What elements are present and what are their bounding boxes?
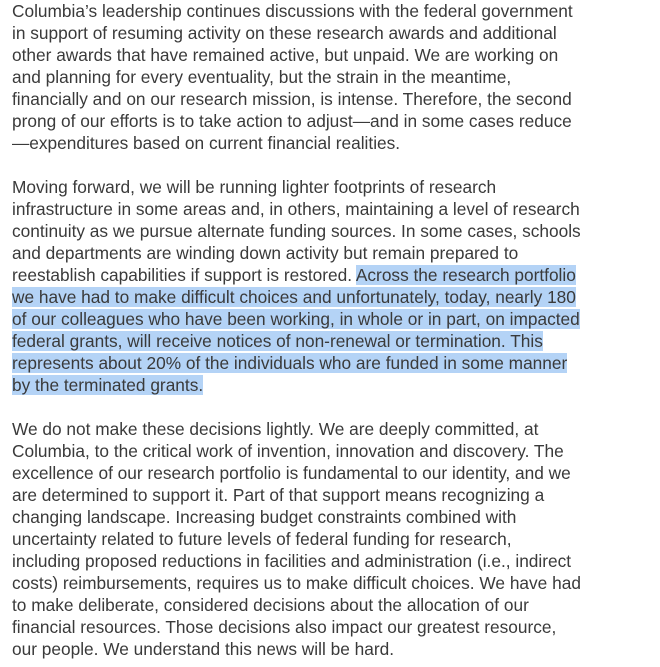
paragraph-spacer — [12, 396, 652, 418]
text-line: Columbia’s leadership continues discussions with the federal government — [12, 1, 573, 21]
text-line: prong of our efforts is to take action to adjust—and in some cases reduce — [12, 111, 572, 131]
text-line: infrastructure in some areas and, in others, maintaining a level of research — [12, 199, 580, 219]
text-line: Columbia, to the critical work of invention, innovation and discovery. The — [12, 441, 564, 461]
document-body — [12, 0, 652, 660]
text-line: financially and on our research mission, is intense. Therefore, the second — [12, 89, 572, 109]
selected-text-segment[interactable]: by the terminated grants. — [12, 375, 204, 395]
selected-text-line[interactable] — [12, 308, 652, 330]
paragraph-spacer — [12, 154, 652, 176]
text-line: to make deliberate, considered decisions about the allocation of our — [12, 595, 529, 615]
text-line: We do not make these decisions lightly. We are deeply committed, at — [12, 419, 539, 439]
text-line: excellence of our research portfolio is fundamental to our identity, and we — [12, 463, 571, 483]
text-line: including proposed reductions in facilities and administration (i.e., indirect — [12, 551, 572, 571]
selected-text-line[interactable] — [12, 374, 652, 396]
text-line: financial resources. Those decisions also impact our greatest resource, — [12, 617, 557, 637]
selected-text-segment[interactable]: federal grants, will receive notices of non-renewal or termination. This — [12, 331, 543, 351]
paragraph-3 — [12, 418, 652, 660]
text-line: continuity as we pursue alternate funding sources. In some cases, schools — [12, 221, 581, 241]
text-line: other awards that have remained active, but unpaid. We are working on — [12, 45, 559, 65]
selected-text-line[interactable] — [12, 330, 652, 352]
text-line: our people. We understand this news will be hard. — [12, 639, 395, 659]
selected-text-line[interactable] — [12, 286, 652, 308]
selected-text-segment[interactable]: Across the research portfolio — [355, 265, 576, 285]
text-line: and planning for every eventuality, but the strain in the meantime, — [12, 67, 512, 87]
paragraph-1 — [12, 0, 652, 154]
plain-text-segment: reestablish capabilities if support is restored. — [12, 265, 356, 285]
selected-text-segment[interactable]: represents about 20% of the individuals who are funded in some manner — [12, 353, 568, 373]
selected-text-segment[interactable]: we have had to make difficult choices and unfortunately, today, nearly 180 — [12, 287, 576, 307]
text-line: uncertainty related to future levels of federal funding for research, — [12, 529, 512, 549]
text-line: and departments are winding down activity but remain prepared to — [12, 243, 519, 263]
selected-text-segment[interactable]: of our colleagues who have been working, in whole or in part, on impacted — [12, 309, 580, 329]
selected-text-line[interactable] — [12, 352, 652, 374]
text-line: —expenditures based on current financial realities. — [12, 133, 401, 153]
text-line: are determined to support it. Part of that support means recognizing a — [12, 485, 545, 505]
paragraph-2[interactable] — [12, 176, 652, 396]
text-line: Moving forward, we will be running lighter footprints of research — [12, 177, 497, 197]
text-line: costs) reimbursements, requires us to make difficult choices. We have had — [12, 573, 581, 593]
text-line: changing landscape. Increasing budget constraints combined with — [12, 507, 517, 527]
text-line: in support of resuming activity on these research awards and additional — [12, 23, 557, 43]
text-line — [12, 264, 652, 286]
